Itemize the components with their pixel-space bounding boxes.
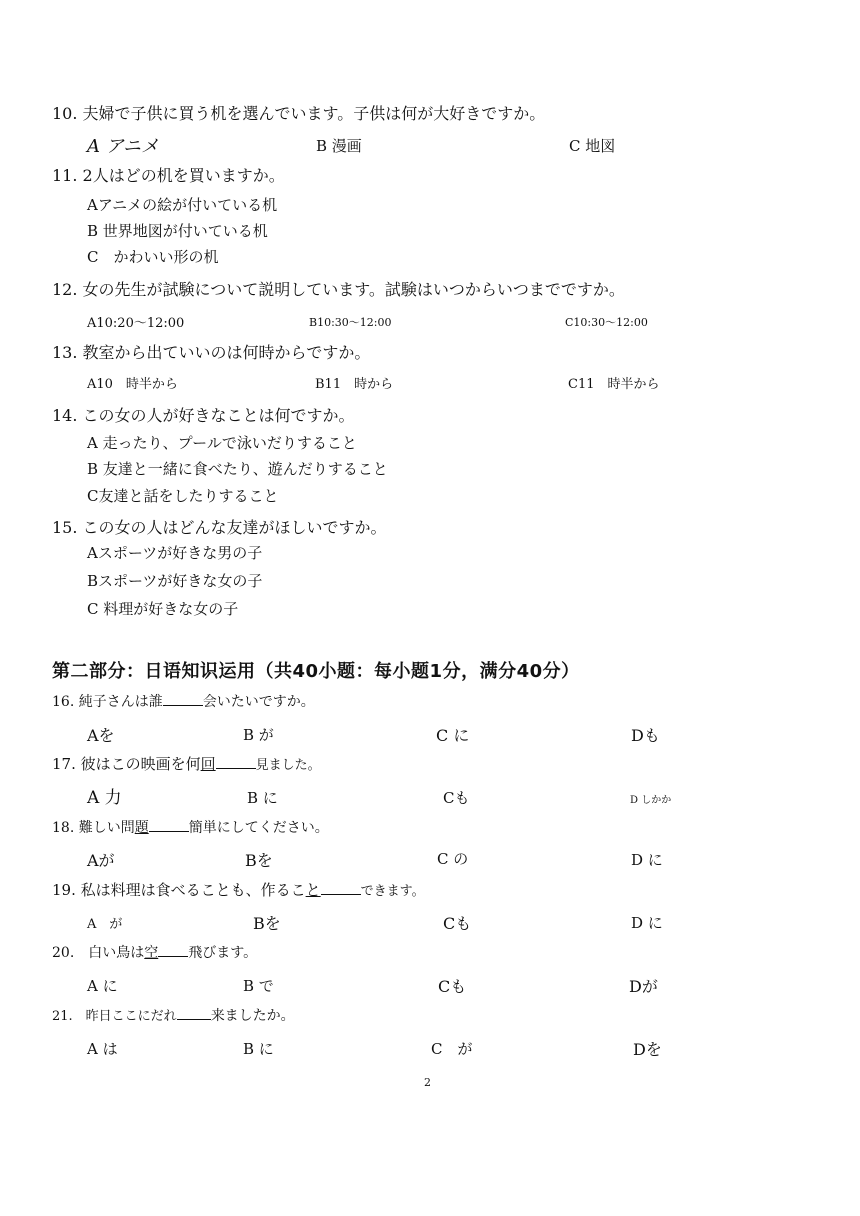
q20-stem-start: 20. 白い鳥は <box>52 945 145 961</box>
q21-stem-start: 21. 昨日ここにだれ <box>52 1009 177 1024</box>
q10-option-a: A アニメ <box>87 136 159 157</box>
q10-option-c: C 地図 <box>569 137 616 155</box>
answer-blank <box>163 691 203 706</box>
q16-stem-start: 16. 純子さんは誰 <box>52 694 163 710</box>
q17-option-b: B に <box>247 789 278 807</box>
q13-option-b: B11 時から <box>315 377 394 392</box>
q16-option-c: C に <box>436 726 470 745</box>
question-16 <box>52 691 315 711</box>
q21-stem-end: 来ましたか。 <box>210 1008 295 1024</box>
question-15: 15. この女の人はどんな友達がほしいですか。 <box>52 518 387 537</box>
q15-option-a: Aスポーツが好きな男の子 <box>87 544 263 562</box>
question-12: 12. 女の先生が試験について説明しています。試験はいつからいつまでですか。 <box>52 280 625 299</box>
q11-option-b: B 世界地図が付いている机 <box>87 222 268 240</box>
q17-stem-start: 17. 彼はこの映画を何 <box>52 755 201 773</box>
q21-option-b: B に <box>243 1040 274 1058</box>
q12-option-c: C10:30～12:00 <box>565 316 648 329</box>
q13-option-c: C11 時半から <box>568 377 660 392</box>
q18-option-b: Bを <box>245 851 273 870</box>
q15-option-c: C 料理が好きな女の子 <box>87 600 239 618</box>
q18-stem-end: 簡単にしてください。 <box>188 820 329 836</box>
question-11: 11. 2人はどの机を買いますか。 <box>52 166 285 185</box>
q21-option-d: Dを <box>633 1040 662 1059</box>
q14-option-a: A 走ったり、プールで泳いだりすること <box>87 434 357 452</box>
q18-option-c: C の <box>437 850 469 868</box>
section-2-heading: 第二部分：日语知识运用（共40小题：每小题1分，满分40分） <box>52 661 580 682</box>
q20-option-b: B で <box>243 977 274 995</box>
q20-option-d: Dが <box>629 977 658 996</box>
q15-option-b: Bスポーツが好きな女の子 <box>87 572 263 590</box>
q14-option-c: C友達と話をしたりすること <box>87 487 279 505</box>
q17-underlined-char: 回 <box>200 755 216 773</box>
answer-blank <box>177 1006 211 1020</box>
q16-option-b: B が <box>243 726 274 744</box>
question-21 <box>52 1005 295 1025</box>
answer-blank <box>149 817 189 832</box>
q20-option-c: Cも <box>438 977 467 996</box>
q17-option-c: Cも <box>443 789 470 807</box>
q20-underlined-char: 空 <box>144 945 159 961</box>
question-10: 10. 夫婦で子供に買う机を選んでいます。子供は何が大好きですか。 <box>52 104 546 123</box>
q16-option-a: Aを <box>87 726 115 745</box>
q18-stem-start: 18. 難しい問 <box>52 820 135 836</box>
question-18 <box>52 817 329 837</box>
page-number: 2 <box>424 1076 431 1089</box>
q17-option-a: A 力 <box>87 788 122 808</box>
question-20 <box>52 942 257 962</box>
q19-option-c: Cも <box>443 914 472 933</box>
q21-option-a: A は <box>87 1040 118 1058</box>
q20-stem-end: 飛びます。 <box>188 945 258 961</box>
q21-option-c: C が <box>431 1040 473 1058</box>
question-14: 14. この女の人が好きなことは何ですか。 <box>52 406 355 425</box>
q17-option-d: D しかか <box>630 795 672 806</box>
q19-stem-start: 19. 私は料理は食べることも、作るこ <box>52 881 306 899</box>
q11-option-c: C かわいい形の机 <box>87 248 219 266</box>
q17-stem-end: 見ました。 <box>255 758 321 773</box>
q12-option-b: B10:30～12:00 <box>309 316 392 329</box>
q19-stem-end: できます。 <box>360 884 425 899</box>
q18-option-a: Aが <box>87 851 115 870</box>
answer-blank <box>216 753 256 769</box>
q18-underlined-char: 題 <box>134 820 149 836</box>
q18-option-d: D に <box>631 851 663 869</box>
answer-blank <box>158 942 188 957</box>
q20-option-a: A に <box>87 977 118 995</box>
question-19 <box>52 879 425 900</box>
q12-option-a: A10:20～12:00 <box>87 316 185 331</box>
q10-option-b: B 漫画 <box>316 137 362 155</box>
answer-blank <box>321 879 361 895</box>
question-17 <box>52 753 321 774</box>
q19-option-a: A が <box>87 917 123 932</box>
q19-underlined-char: と <box>305 881 321 899</box>
q13-option-a: A10 時半から <box>87 377 178 392</box>
q16-stem-end: 会いたいですか。 <box>202 694 315 710</box>
q11-option-a: Aアニメの絵が付いている机 <box>87 196 278 214</box>
question-13: 13. 教室から出ていいのは何時からですか。 <box>52 343 371 362</box>
q19-option-b: Bを <box>253 914 281 933</box>
q16-option-d: Dも <box>631 726 660 745</box>
q14-option-b: B 友達と一緒に食べたり、遊んだりすること <box>87 460 388 478</box>
q19-option-d: D に <box>631 914 663 932</box>
